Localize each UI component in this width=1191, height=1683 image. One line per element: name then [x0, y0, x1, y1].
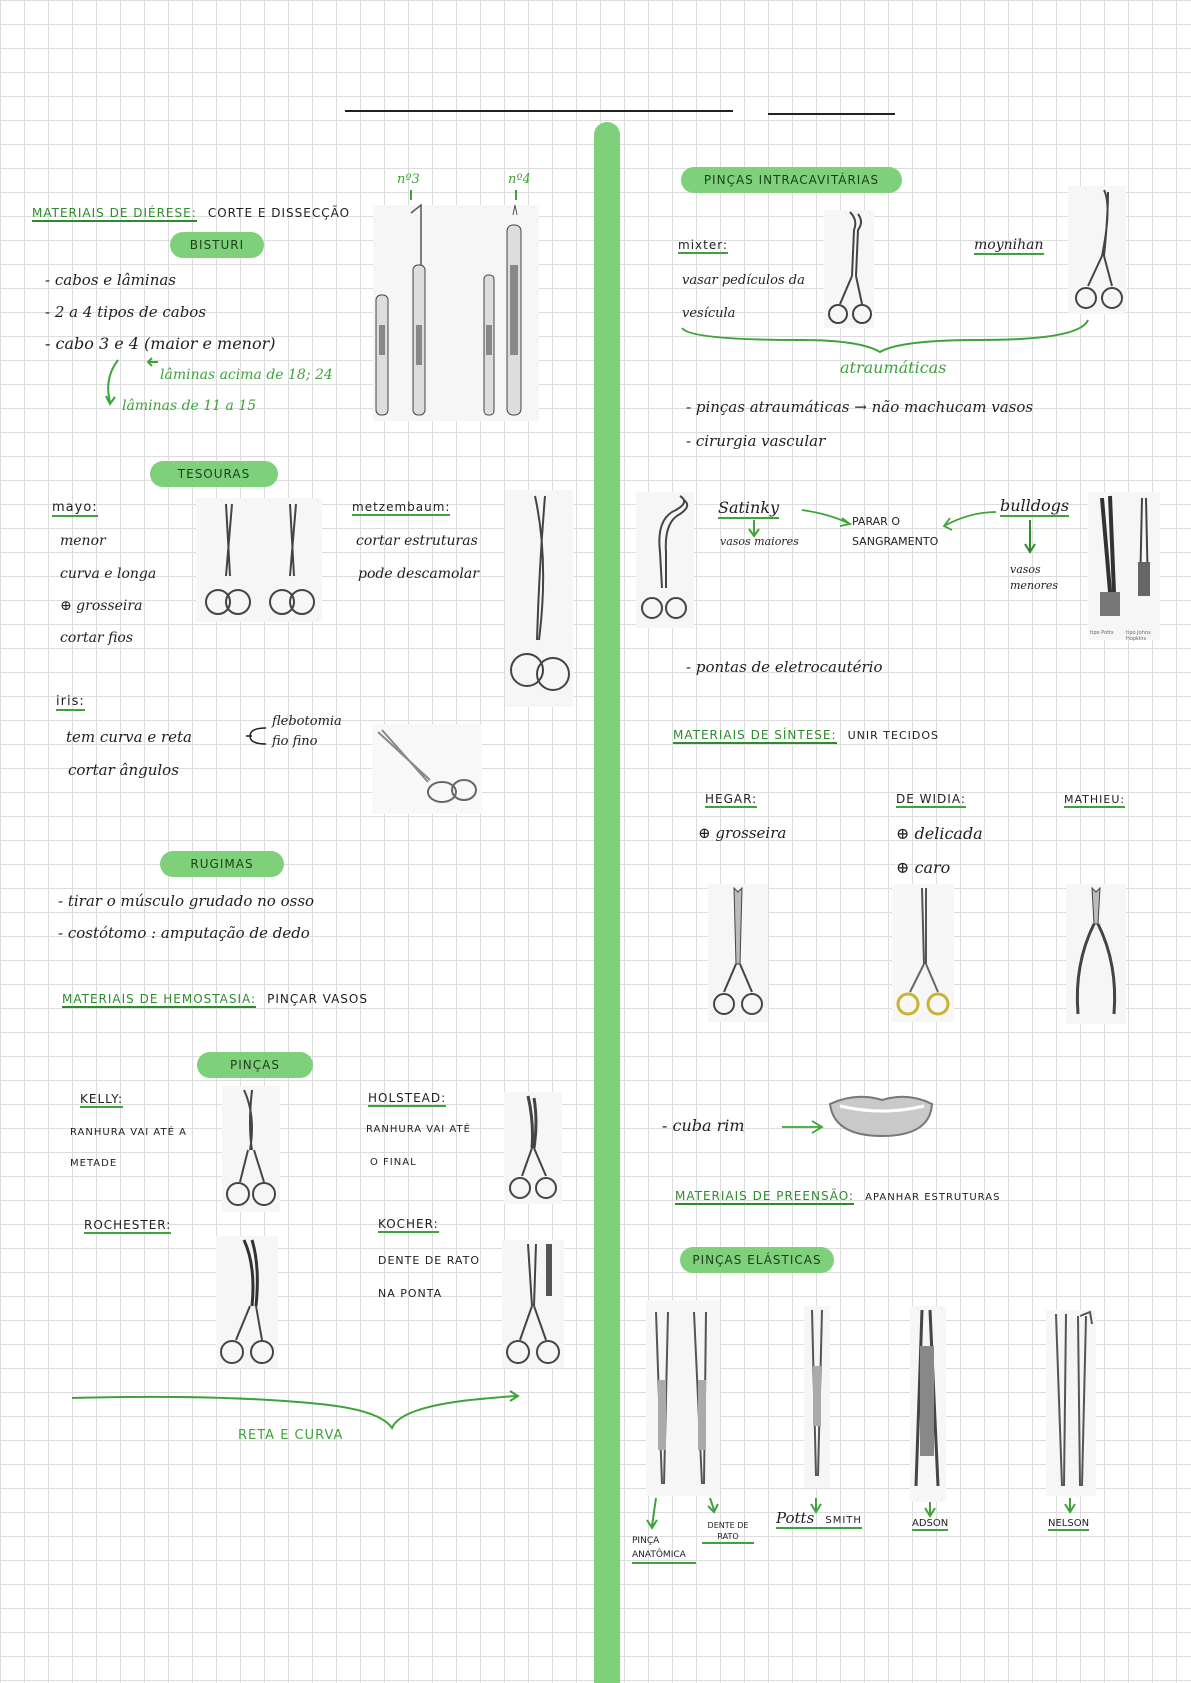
cuba-rim-label: - cuba rim — [662, 1116, 745, 1135]
kocher-line-1: DENTE DE RATO — [378, 1254, 480, 1267]
anatomica-forceps-image — [646, 1300, 720, 1496]
atraumaticas-bracket — [680, 318, 1100, 358]
dierese-title: MATERIAIS DE DIÉRESE: — [32, 206, 197, 220]
label-potts: Potts — [776, 1509, 815, 1527]
preensao-subtitle: APANHAR ESTRUTURAS — [865, 1192, 1001, 1203]
date-line — [768, 113, 895, 115]
mixter-clamp-image — [824, 210, 874, 328]
potts-smith-forceps-image — [804, 1306, 830, 1488]
preensao-heading — [675, 1185, 1000, 1204]
label-nelson: NELSON — [1048, 1518, 1090, 1529]
mathieu-title: MATHIEU: — [1064, 793, 1126, 806]
pincas-elasticas-pill: PINÇAS ELÁSTICAS — [680, 1247, 834, 1273]
widia-needleholder-image — [892, 884, 954, 1022]
metzembaum-scissors-image — [505, 490, 573, 707]
title-line — [345, 110, 733, 112]
label-adson: ADSON — [912, 1518, 949, 1529]
bulldog-caption-2: tipo Johns Hopkins — [1126, 630, 1151, 642]
kocher-title: KOCHER: — [378, 1217, 439, 1231]
scalpel-handles-image — [373, 205, 539, 421]
widia-line-2: ⊕ caro — [896, 858, 951, 877]
moynihan-title: moynihan — [974, 237, 1044, 253]
nelson-forceps-image — [1046, 1310, 1096, 1496]
kelly-line-1: RANHURA VAI ATÉ A — [70, 1127, 187, 1138]
hegar-line-1: ⊕ grosseira — [698, 824, 787, 842]
hemostasia-heading — [62, 988, 368, 1007]
bulldogs-note: vasos menores — [1010, 563, 1059, 592]
iris-note-2: fio fino — [272, 734, 318, 749]
center-divider — [594, 122, 620, 1683]
bisturi-line-2: - 2 a 4 tipos de cabos — [45, 303, 206, 321]
tesouras-pill: TESOURAS — [150, 461, 278, 487]
metzembaum-line-1: cortar estruturas — [356, 533, 478, 549]
mixter-line-2: vesícula — [682, 306, 736, 321]
mayo-line-3: ⊕ grosseira — [60, 598, 143, 614]
preensao-arrows — [630, 1496, 1100, 1536]
mayo-line-4: cortar fios — [60, 630, 134, 646]
satinsky-title: Satinky — [718, 498, 780, 517]
atraumaticas-label: atraumáticas — [840, 358, 947, 377]
rochester-title: ROCHESTER: — [84, 1218, 172, 1232]
bulldog-clamps-image — [1088, 492, 1160, 640]
pincas-pill: PINÇAS — [197, 1052, 313, 1078]
iris-note-1: flebotomia — [272, 714, 342, 729]
metzembaum-title: metzembaum: — [352, 500, 451, 514]
mathieu-needleholder-image — [1066, 884, 1126, 1024]
label-dente-rato: DENTE DE RATO — [702, 1520, 754, 1544]
bulldogs-title: bulldogs — [1000, 496, 1070, 515]
satinsky-clamp-image — [636, 492, 694, 628]
label-potts-smith — [776, 1508, 862, 1529]
widia-title: DE WIDIA: — [896, 792, 966, 806]
atraumaticas-line-2: - cirurgia vascular — [686, 432, 825, 450]
mixter-line-1: vasar pedículos da — [682, 273, 805, 288]
rugimas-line-2: - costótomo : amputação de dedo — [58, 924, 310, 942]
iris-brace — [244, 722, 274, 752]
bisturi-note-lower: lâminas de 11 a 15 — [122, 398, 257, 414]
atraumaticas-line-1: - pinças atraumáticas → não machucam vasos — [686, 398, 1033, 416]
kelly-clamp-image — [222, 1086, 280, 1212]
holstead-title: HOLSTEAD: — [368, 1091, 447, 1105]
preensao-title: MATERIAIS DE PREENSÃO: — [675, 1189, 855, 1203]
hegar-needleholder-image — [708, 884, 768, 1022]
kelly-line-2: METADE — [70, 1158, 118, 1169]
sintese-subtitle: UNIR TECIDOS — [847, 729, 939, 742]
kocher-line-2: NA PONTA — [378, 1287, 443, 1300]
label-anatomica: PINÇA ANATÔMICA — [632, 1534, 696, 1564]
rugimas-line-1: - tirar o músculo grudado no osso — [58, 892, 314, 910]
eletrocauterio-line: - pontas de eletrocautério — [686, 658, 883, 676]
bisturi-line-3: - cabo 3 e 4 (maior e menor) — [45, 334, 276, 353]
holstead-line-2: O FINAL — [370, 1157, 417, 1168]
bisturi-line-1: - cabos e lâminas — [45, 271, 176, 289]
mayo-line-1: menor — [60, 533, 106, 549]
satinsky-note: vasos maiores — [720, 535, 799, 548]
iris-line-2: cortar ângulos — [68, 761, 179, 779]
kocher-clamp-image — [502, 1240, 564, 1368]
mayo-scissors-image — [196, 498, 322, 622]
hegar-title: HEGAR: — [705, 792, 758, 806]
intracavitarias-pill: PINÇAS INTRACAVITÁRIAS — [681, 167, 902, 193]
iris-title: iris: — [56, 694, 85, 709]
iris-line-1: tem curva e reta — [66, 728, 192, 746]
iris-scissors-image — [372, 724, 482, 814]
mayo-title: mayo: — [52, 500, 98, 515]
dierese-heading — [32, 202, 350, 221]
label-n3: nº3 — [397, 172, 420, 187]
mixter-title: mixter: — [678, 238, 728, 252]
hemostasia-title: MATERIAIS DE HEMOSTASIA: — [62, 992, 257, 1006]
holstead-clamp-image — [504, 1092, 562, 1204]
reta-curva-label: RETA E CURVA — [238, 1428, 344, 1443]
adson-forceps-image — [910, 1306, 946, 1502]
mayo-line-2: curva e longa — [60, 566, 157, 582]
bulldogs-arrow — [1024, 520, 1040, 556]
cuba-rim-arrow — [780, 1118, 826, 1136]
label-n4: nº4 — [508, 172, 531, 187]
hemostasia-subtitle: PINÇAR VASOS — [267, 992, 368, 1006]
parar-sangramento: PARAR O SANGRAMENTO — [852, 515, 939, 548]
bisturi-pill: BISTURI — [170, 232, 264, 258]
holstead-line-1: RANHURA VAI ATÉ — [366, 1124, 471, 1135]
label-smith: SMITH — [825, 1515, 862, 1526]
rugimas-pill: RUGIMAS — [160, 851, 284, 877]
rochester-clamp-image — [216, 1236, 278, 1368]
dierese-subtitle: CORTE E DISSECÇÃO — [207, 206, 351, 220]
kelly-title: KELLY: — [80, 1092, 124, 1106]
moynihan-clamp-image — [1068, 186, 1126, 314]
kidney-dish-image — [826, 1090, 936, 1142]
sintese-heading — [673, 724, 939, 743]
sintese-title: MATERIAIS DE SÍNTESE: — [673, 728, 837, 742]
widia-line-1: ⊕ delicada — [896, 824, 983, 843]
metzembaum-line-2: pode descamolar — [358, 566, 479, 582]
bulldog-caption-1: tipo Potts — [1090, 630, 1114, 636]
bisturi-note-upper: lâminas acima de 18; 24 — [160, 367, 333, 383]
